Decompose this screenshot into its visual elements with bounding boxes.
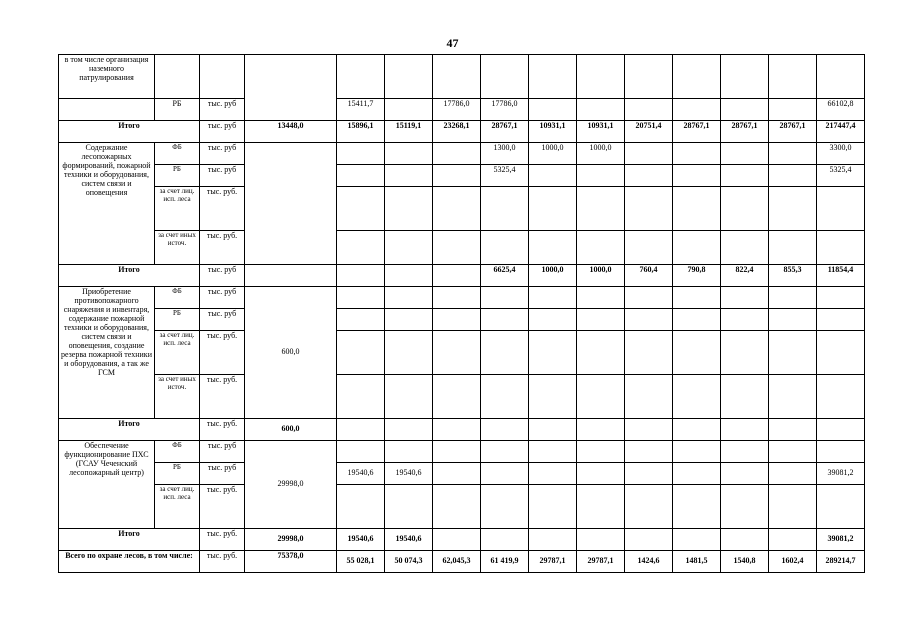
value-cell: [673, 287, 721, 309]
value-cell: [433, 55, 481, 99]
value-cell: [817, 187, 865, 231]
value-cell: [385, 55, 433, 99]
total-label: Итого: [59, 265, 200, 287]
value-cell: 28767,1: [673, 121, 721, 143]
value-cell: [625, 485, 673, 529]
value-cell: [385, 485, 433, 529]
value-cell: [673, 485, 721, 529]
value-cell: 1000,0: [529, 265, 577, 287]
value-cell: 19540,6: [337, 463, 385, 485]
value-cell: [337, 375, 385, 419]
value-cell: [529, 331, 577, 375]
table-row: [59, 331, 865, 375]
source-cell: ФБ: [155, 287, 200, 309]
base-cell: 600,0: [245, 287, 337, 419]
unit-cell: тыс. руб: [200, 441, 245, 463]
table-cell: [200, 55, 245, 99]
value-cell: [529, 55, 577, 99]
value-cell: [721, 331, 769, 375]
value-cell: [577, 309, 625, 331]
source-cell: РБ: [155, 99, 200, 121]
total-row: [59, 529, 865, 551]
table-row: [59, 187, 865, 231]
value-cell: [721, 187, 769, 231]
value-cell: 1424,6: [625, 551, 673, 573]
value-cell: [577, 287, 625, 309]
value-cell: 15896,1: [337, 121, 385, 143]
value-cell: [625, 99, 673, 121]
value-cell: [481, 419, 529, 441]
value-cell: 1602,4: [769, 551, 817, 573]
value-cell: [433, 419, 481, 441]
total-label: Итого: [59, 121, 200, 143]
value-cell: 19540,6: [385, 529, 433, 551]
value-cell: [769, 143, 817, 165]
value-cell: 1000,0: [577, 143, 625, 165]
table-row: [59, 55, 865, 99]
value-cell: 29787,1: [529, 551, 577, 573]
value-cell: [625, 287, 673, 309]
value-cell: [625, 529, 673, 551]
value-cell: 62,045,3: [433, 551, 481, 573]
value-cell: [337, 287, 385, 309]
value-cell: [385, 419, 433, 441]
value-cell: [577, 187, 625, 231]
value-cell: [481, 187, 529, 231]
unit-cell: тыс. руб.: [200, 485, 245, 529]
value-cell: 10931,1: [529, 121, 577, 143]
value-cell: [721, 55, 769, 99]
value-cell: [433, 165, 481, 187]
value-cell: [337, 55, 385, 99]
value-cell: [625, 419, 673, 441]
value-cell: [577, 331, 625, 375]
section-title: Содержание лесопожарных формирований, пожарной техники и оборудования, систем связи и оповещения: [59, 143, 155, 265]
value-cell: 6625,4: [481, 265, 529, 287]
value-cell: 28767,1: [769, 121, 817, 143]
value-cell: [625, 463, 673, 485]
value-cell: [481, 331, 529, 375]
value-cell: [529, 419, 577, 441]
value-cell: [625, 143, 673, 165]
value-cell: [529, 441, 577, 463]
value-cell: [433, 375, 481, 419]
value-cell: [385, 287, 433, 309]
base-cell: [245, 143, 337, 265]
grand-total-label: Всего по охране лесов, в том числе:: [59, 551, 200, 573]
value-cell: [337, 441, 385, 463]
value-cell: [337, 165, 385, 187]
value-cell: [337, 265, 385, 287]
unit-cell: тыс. руб: [200, 309, 245, 331]
value-cell: [577, 441, 625, 463]
value-cell: [769, 231, 817, 265]
value-cell: [385, 231, 433, 265]
value-cell: [529, 231, 577, 265]
section-title: Обеспечение функционирование ПХС (ГСАУ Чеченский лесопожарный центр): [59, 441, 155, 529]
value-cell: [385, 375, 433, 419]
value-cell: [481, 441, 529, 463]
source-cell: за счет лиц. исп. леса: [155, 187, 200, 231]
value-cell: [673, 99, 721, 121]
value-cell: [721, 463, 769, 485]
value-cell: [433, 441, 481, 463]
unit-cell: тыс. руб: [200, 287, 245, 309]
source-cell: за счет лиц. исп. леса: [155, 485, 200, 529]
value-cell: 5325,4: [481, 165, 529, 187]
value-cell: [337, 231, 385, 265]
value-cell: [529, 375, 577, 419]
table-row: [59, 231, 865, 265]
base-cell: 600,0: [245, 419, 337, 441]
value-cell: [673, 55, 721, 99]
value-cell: [721, 287, 769, 309]
value-cell: [625, 165, 673, 187]
value-cell: [481, 529, 529, 551]
value-cell: [769, 309, 817, 331]
table-row: [59, 463, 865, 485]
value-cell: [385, 165, 433, 187]
value-cell: [577, 375, 625, 419]
value-cell: [577, 529, 625, 551]
value-cell: 1481,5: [673, 551, 721, 573]
page-number: 47: [446, 36, 459, 50]
value-cell: [577, 55, 625, 99]
value-cell: 28767,1: [481, 121, 529, 143]
value-cell: [625, 331, 673, 375]
value-cell: [577, 99, 625, 121]
value-cell: [337, 309, 385, 331]
table-row: [59, 165, 865, 187]
value-cell: [817, 55, 865, 99]
table-row: [59, 143, 865, 165]
value-cell: [385, 187, 433, 231]
value-cell: [769, 187, 817, 231]
value-cell: 217447,4: [817, 121, 865, 143]
value-cell: [721, 529, 769, 551]
value-cell: 10931,1: [577, 121, 625, 143]
value-cell: 790,8: [673, 265, 721, 287]
value-cell: [673, 463, 721, 485]
value-cell: [577, 463, 625, 485]
value-cell: [625, 231, 673, 265]
unit-cell: тыс. руб: [200, 463, 245, 485]
value-cell: [769, 441, 817, 463]
value-cell: [625, 309, 673, 331]
value-cell: [721, 143, 769, 165]
value-cell: 61 419,9: [481, 551, 529, 573]
value-cell: [529, 485, 577, 529]
value-cell: [817, 309, 865, 331]
value-cell: 55 028,1: [337, 551, 385, 573]
value-cell: [433, 231, 481, 265]
total-row: [59, 265, 865, 287]
value-cell: 3300,0: [817, 143, 865, 165]
value-cell: [769, 99, 817, 121]
value-cell: 28767,1: [721, 121, 769, 143]
base-cell: 29998,0: [245, 529, 337, 551]
value-cell: [337, 485, 385, 529]
table-row: [59, 485, 865, 529]
value-cell: [433, 143, 481, 165]
value-cell: [433, 265, 481, 287]
value-cell: [673, 331, 721, 375]
value-cell: [625, 55, 673, 99]
value-cell: [673, 143, 721, 165]
value-cell: [529, 165, 577, 187]
table-cell: [59, 99, 155, 121]
value-cell: 11854,4: [817, 265, 865, 287]
value-cell: [673, 165, 721, 187]
value-cell: [673, 309, 721, 331]
value-cell: [433, 463, 481, 485]
table-row: [59, 375, 865, 419]
base-cell: [245, 55, 337, 121]
value-cell: [769, 529, 817, 551]
value-cell: [433, 187, 481, 231]
budget-table: [58, 54, 865, 573]
value-cell: [721, 99, 769, 121]
unit-cell: тыс. руб: [200, 143, 245, 165]
base-cell: 29998,0: [245, 441, 337, 529]
source-cell: за счет иных источ.: [155, 231, 200, 265]
total-label: Итого: [59, 419, 200, 441]
value-cell: [577, 419, 625, 441]
value-cell: [529, 187, 577, 231]
table-row: [59, 287, 865, 309]
table-row: [59, 99, 865, 121]
unit-cell: тыс. руб.: [200, 331, 245, 375]
value-cell: [433, 309, 481, 331]
value-cell: 23268,1: [433, 121, 481, 143]
value-cell: [769, 55, 817, 99]
value-cell: [385, 99, 433, 121]
grand-total-row: [59, 551, 865, 573]
value-cell: [433, 287, 481, 309]
unit-cell: тыс. руб.: [200, 375, 245, 419]
value-cell: 15119,1: [385, 121, 433, 143]
value-cell: [529, 99, 577, 121]
value-cell: [673, 375, 721, 419]
value-cell: 50 074,3: [385, 551, 433, 573]
source-cell: за счет лиц. исп. леса: [155, 331, 200, 375]
value-cell: [433, 529, 481, 551]
value-cell: [817, 485, 865, 529]
value-cell: 17786,0: [481, 99, 529, 121]
unit-cell: тыс. руб: [200, 99, 245, 121]
value-cell: [337, 187, 385, 231]
value-cell: [721, 309, 769, 331]
value-cell: [769, 463, 817, 485]
value-cell: 17786,0: [433, 99, 481, 121]
source-cell: ФБ: [155, 441, 200, 463]
value-cell: [529, 287, 577, 309]
value-cell: 15411,7: [337, 99, 385, 121]
value-cell: [673, 419, 721, 441]
source-cell: за счет иных источ.: [155, 375, 200, 419]
value-cell: [529, 309, 577, 331]
value-cell: [481, 309, 529, 331]
unit-cell: тыс. руб: [200, 265, 245, 287]
value-cell: [817, 331, 865, 375]
value-cell: [817, 375, 865, 419]
value-cell: [721, 165, 769, 187]
value-cell: [577, 485, 625, 529]
value-cell: [385, 309, 433, 331]
value-cell: [769, 165, 817, 187]
value-cell: [529, 529, 577, 551]
value-cell: [817, 231, 865, 265]
value-cell: [337, 419, 385, 441]
value-cell: [385, 441, 433, 463]
unit-cell: тыс. руб: [200, 121, 245, 143]
value-cell: 66102,8: [817, 99, 865, 121]
value-cell: [721, 419, 769, 441]
section-title: Приобретение противопожарного снаряжения и инвентаря, содержание пожарной техники и оборудования, систем связи и оповещения, создание резерва пожарной техники и оборудования, а так же ГСМ: [59, 287, 155, 419]
base-cell: [245, 265, 337, 287]
value-cell: [673, 441, 721, 463]
value-cell: 19540,6: [337, 529, 385, 551]
value-cell: [817, 419, 865, 441]
source-cell: ФБ: [155, 143, 200, 165]
total-row: [59, 121, 865, 143]
value-cell: [721, 485, 769, 529]
unit-cell: тыс. руб.: [200, 529, 245, 551]
value-cell: [481, 231, 529, 265]
value-cell: [481, 485, 529, 529]
unit-cell: тыс. руб.: [200, 551, 245, 573]
value-cell: [577, 165, 625, 187]
source-cell: РБ: [155, 165, 200, 187]
value-cell: [817, 287, 865, 309]
value-cell: [481, 55, 529, 99]
value-cell: [625, 375, 673, 419]
value-cell: 822,4: [721, 265, 769, 287]
value-cell: [673, 529, 721, 551]
value-cell: 289214,7: [817, 551, 865, 573]
value-cell: [385, 143, 433, 165]
unit-cell: тыс. руб.: [200, 231, 245, 265]
row-description: в том числе организация наземного патрулирования: [59, 55, 155, 99]
value-cell: [337, 143, 385, 165]
value-cell: [529, 463, 577, 485]
value-cell: [769, 287, 817, 309]
value-cell: [481, 463, 529, 485]
table-row: [59, 309, 865, 331]
value-cell: [769, 485, 817, 529]
value-cell: [481, 375, 529, 419]
value-cell: [481, 287, 529, 309]
value-cell: [385, 331, 433, 375]
value-cell: [337, 331, 385, 375]
base-cell: 13448,0: [245, 121, 337, 143]
value-cell: 39081,2: [817, 463, 865, 485]
value-cell: [769, 331, 817, 375]
total-label: Итого: [59, 529, 200, 551]
value-cell: 1000,0: [577, 265, 625, 287]
value-cell: [625, 187, 673, 231]
value-cell: [721, 441, 769, 463]
value-cell: [385, 265, 433, 287]
value-cell: 855,3: [769, 265, 817, 287]
value-cell: 1300,0: [481, 143, 529, 165]
value-cell: 39081,2: [817, 529, 865, 551]
unit-cell: тыс. руб.: [200, 419, 245, 441]
value-cell: [673, 187, 721, 231]
value-cell: [721, 231, 769, 265]
table-cell: [155, 55, 200, 99]
value-cell: [769, 419, 817, 441]
value-cell: [673, 231, 721, 265]
value-cell: [433, 485, 481, 529]
unit-cell: тыс. руб.: [200, 187, 245, 231]
unit-cell: тыс. руб: [200, 165, 245, 187]
value-cell: 19540,6: [385, 463, 433, 485]
value-cell: 1000,0: [529, 143, 577, 165]
source-cell: РБ: [155, 309, 200, 331]
value-cell: [577, 231, 625, 265]
value-cell: [433, 331, 481, 375]
total-row: [59, 419, 865, 441]
value-cell: 5325,4: [817, 165, 865, 187]
value-cell: [769, 375, 817, 419]
base-cell: 75378,0: [245, 551, 337, 573]
value-cell: [721, 375, 769, 419]
value-cell: [625, 441, 673, 463]
value-cell: 20751,4: [625, 121, 673, 143]
table-row: [59, 441, 865, 463]
value-cell: [817, 441, 865, 463]
value-cell: 29787,1: [577, 551, 625, 573]
value-cell: 760,4: [625, 265, 673, 287]
source-cell: РБ: [155, 463, 200, 485]
value-cell: 1540,8: [721, 551, 769, 573]
